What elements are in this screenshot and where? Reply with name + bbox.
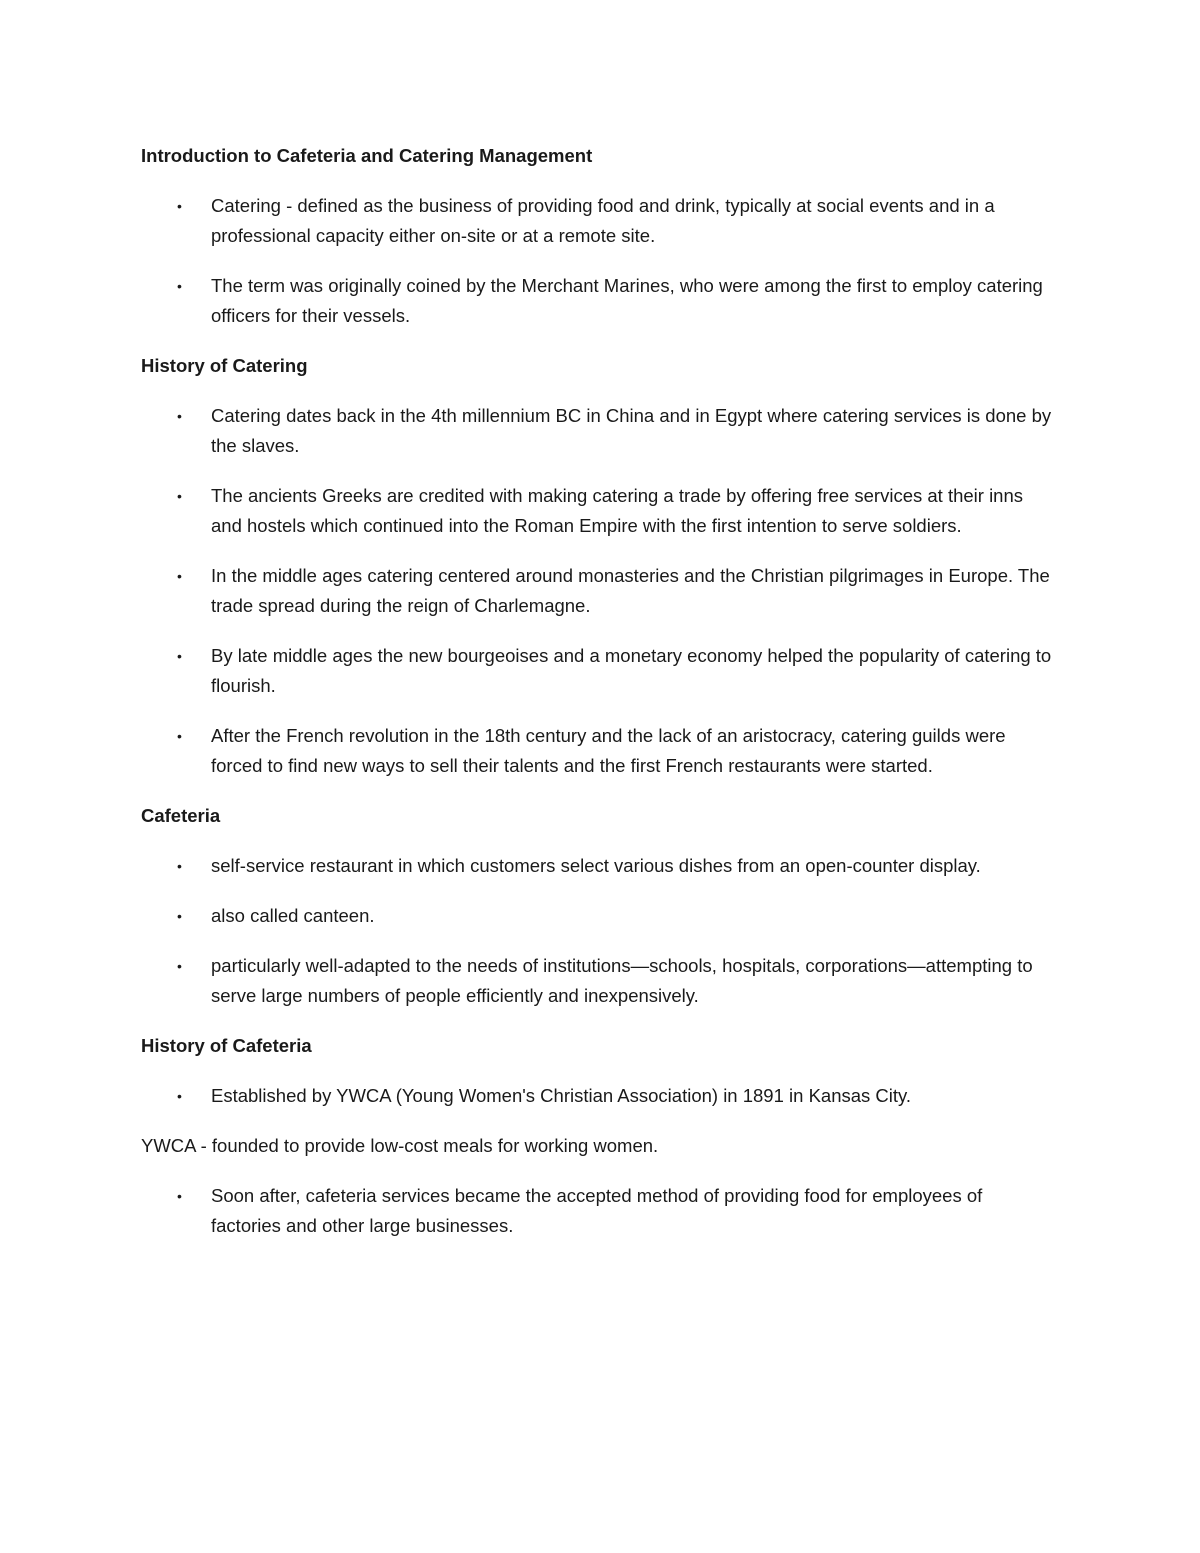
list-item — [141, 191, 1056, 251]
bullet-icon: • — [177, 648, 182, 664]
list-item — [141, 851, 1056, 881]
list-item — [141, 641, 1056, 701]
list-item-text: In the middle ages catering centered around monasteries and the Christian pilgrimages in Europe. The trade spread during the reign of Charlemagne. — [211, 565, 1050, 616]
bullet-list-history-of-cafeteria-continued — [141, 1181, 1056, 1241]
section-heading-history-of-cafeteria: History of Cafeteria — [141, 1035, 312, 1056]
bullet-icon: • — [177, 278, 182, 294]
list-item — [141, 401, 1056, 461]
bullet-icon: • — [177, 728, 182, 744]
list-item — [141, 1081, 1056, 1111]
list-item-text: particularly well-adapted to the needs of institutions—schools, hospitals, corporations—attempting to serve large numbers of people efficiently and inexpensively. — [211, 955, 1033, 1006]
list-item-text: By late middle ages the new bourgeoises and a monetary economy helped the popularity of catering to flourish. — [211, 645, 1052, 696]
bullet-list-history-of-catering — [141, 401, 1056, 781]
section-heading-introduction: Introduction to Cafeteria and Catering Management — [141, 145, 593, 166]
list-item-text: also called canteen. — [211, 905, 375, 926]
bullet-icon: • — [177, 1188, 182, 1204]
list-item — [141, 481, 1056, 541]
paragraph-ywca: YWCA - founded to provide low-cost meals for working women. — [141, 1135, 659, 1156]
section-heading-cafeteria: Cafeteria — [141, 805, 221, 826]
list-item-text: Soon after, cafeteria services became the accepted method of providing food for employees of factories and other large businesses. — [211, 1185, 983, 1236]
document-content — [141, 141, 1056, 1261]
bullet-list-history-of-cafeteria — [141, 1081, 1056, 1111]
bullet-icon: • — [177, 488, 182, 504]
bullet-icon: • — [177, 1088, 182, 1104]
list-item — [141, 721, 1056, 781]
bullet-list-cafeteria — [141, 851, 1056, 1011]
list-item-text: Catering dates back in the 4th millennium BC in China and in Egypt where catering services is done by the slaves. — [211, 405, 1052, 456]
bullet-icon: • — [177, 908, 182, 924]
list-item-text: Catering - defined as the business of providing food and drink, typically at social events and in a professional capacity either on-site or at a remote site. — [211, 195, 995, 246]
bullet-list-introduction — [141, 191, 1056, 331]
list-item — [141, 951, 1056, 1011]
list-item-text: Established by YWCA (Young Women's Christian Association) in 1891 in Kansas City. — [211, 1085, 912, 1106]
bullet-icon: • — [177, 568, 182, 584]
list-item — [141, 901, 1056, 931]
list-item-text: self-service restaurant in which customers select various dishes from an open-counter display. — [211, 855, 981, 876]
list-item — [141, 271, 1056, 331]
bullet-icon: • — [177, 858, 182, 874]
bullet-icon: • — [177, 408, 182, 424]
bullet-icon: • — [177, 198, 182, 214]
list-item-text: After the French revolution in the 18th century and the lack of an aristocracy, catering guilds were forced to find new ways to sell their talents and the first French restaurants were started. — [211, 725, 1006, 776]
list-item — [141, 1181, 1056, 1241]
section-heading-history-of-catering: History of Catering — [141, 355, 308, 376]
list-item-text: The term was originally coined by the Merchant Marines, who were among the first to employ catering officers for their vessels. — [211, 275, 1043, 326]
list-item — [141, 561, 1056, 621]
bullet-icon: • — [177, 958, 182, 974]
list-item-text: The ancients Greeks are credited with making catering a trade by offering free services at their inns and hostels which continued into the Roman Empire with the first intention to serve soldiers. — [211, 485, 1024, 536]
